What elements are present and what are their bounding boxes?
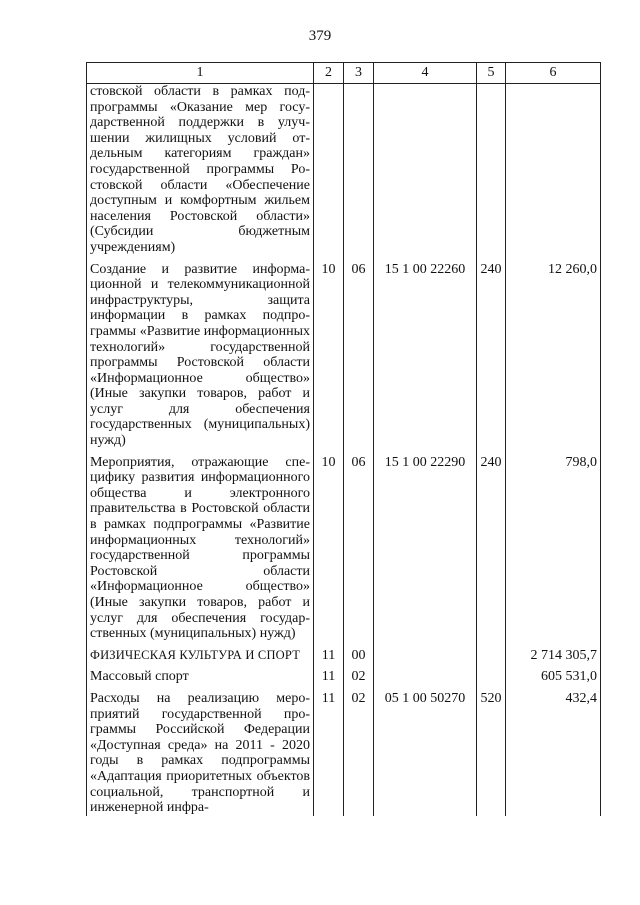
row-description: Расходы на реализацию мероприятий государственной программы Российской Федерации «Доступная среда» на 2011 - 2020 годы в рамках подпрограммы «Адаптация приоритетных объектов социальной, транспортной и инженерной инфра- [87, 691, 314, 816]
column-header: 5 [477, 63, 506, 84]
page-number: 379 [308, 28, 332, 44]
table-row [87, 262, 601, 449]
row-expense-type: 520 [477, 691, 506, 816]
budget-table [86, 62, 601, 816]
row-expense-type: 240 [477, 455, 506, 642]
row-subsection: 00 [344, 648, 374, 664]
row-section [314, 84, 344, 256]
row-expense-type [477, 84, 506, 256]
row-expense-type [477, 669, 506, 685]
row-amount: 798,0 [506, 455, 601, 642]
row-amount: 432,4 [506, 691, 601, 816]
row-description: Мероприятия, отражающие специфику развития информационного общества и электронного правительства в Ростовской области в рамках подпрограммы «Развитие информационных технологий» государственной программы Ростовской области «Информационное общество» (Иные закупки товаров, работ и услуг для обеспечения государственных (муниципальных) нужд) [87, 455, 314, 642]
row-subsection: 06 [344, 262, 374, 449]
column-header: 2 [314, 63, 344, 84]
column-header: 6 [506, 63, 601, 84]
row-section: 11 [314, 669, 344, 685]
table-row [87, 669, 601, 685]
row-target-code [374, 669, 477, 685]
row-description: Массовый спорт [87, 669, 314, 685]
row-target-code: 15 1 00 22290 [374, 455, 477, 642]
row-description: ФИЗИЧЕСКАЯ КУЛЬТУРА И СПОРТ [87, 648, 314, 664]
table-row [87, 648, 601, 664]
row-subsection: 02 [344, 691, 374, 816]
row-target-code [374, 648, 477, 664]
row-expense-type [477, 648, 506, 664]
row-expense-type: 240 [477, 262, 506, 449]
header-row [87, 63, 601, 84]
table-row [87, 691, 601, 816]
column-header: 4 [374, 63, 477, 84]
row-section: 11 [314, 691, 344, 816]
row-subsection [344, 84, 374, 256]
row-amount: 12 260,0 [506, 262, 601, 449]
row-subsection: 06 [344, 455, 374, 642]
row-description: стовской области в рамках подпрограммы «Оказание мер государственной поддержки в улучшении жилищных условий отдельным категориям граждан» государственной программы Ростовской области «Обеспечение доступным и комфортным жильем населения Ростовской области» (Субсидии бюджетным учреждениям) [87, 84, 314, 256]
row-target-code [374, 84, 477, 256]
table-row [87, 455, 601, 642]
row-subsection: 02 [344, 669, 374, 685]
row-amount [506, 84, 601, 256]
row-amount: 605 531,0 [506, 669, 601, 685]
row-section: 10 [314, 455, 344, 642]
table-row [87, 84, 601, 256]
column-header: 3 [344, 63, 374, 84]
row-amount: 2 714 305,7 [506, 648, 601, 664]
row-section: 10 [314, 262, 344, 449]
row-target-code: 15 1 00 22260 [374, 262, 477, 449]
column-header: 1 [87, 63, 314, 84]
row-target-code: 05 1 00 50270 [374, 691, 477, 816]
row-section: 11 [314, 648, 344, 664]
row-description: Создание и развитие информационной и телекоммуникационной инфраструктуры, защита информации в рамках подпрограммы «Развитие информационных технологий» государственной программы Ростовской области «Информационное общество» (Иные закупки товаров, работ и услуг для обеспечения государственных (муниципальных) нужд) [87, 262, 314, 449]
